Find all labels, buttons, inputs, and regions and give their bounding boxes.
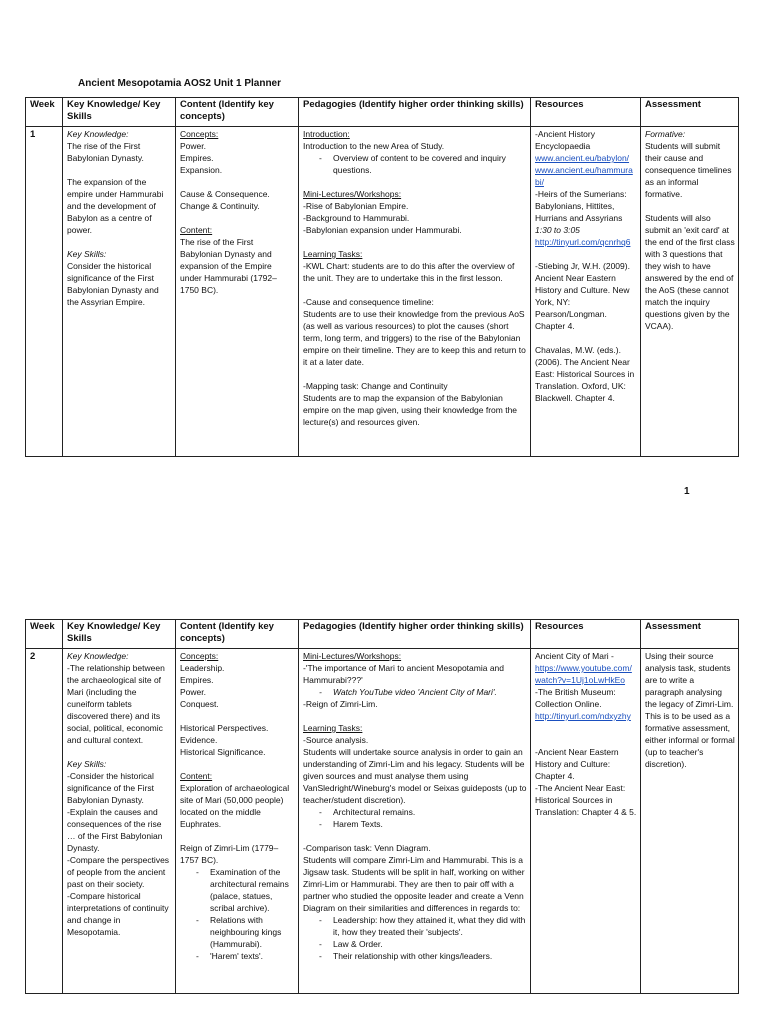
cell-text: Concepts: (180, 651, 219, 661)
header-pedagogies: Pedagogies (Identify higher order thinking skills) (299, 98, 531, 127)
bullet-text: Architectural remains. (333, 807, 416, 817)
cell-text: -Compare historical interpretations of continuity and change in Mesopotamia. (67, 891, 169, 937)
spacer (180, 212, 295, 224)
header-row (26, 98, 739, 127)
spacer (535, 722, 637, 734)
spacer (303, 236, 527, 248)
cell-text: Power. (180, 141, 206, 151)
bullet-text: Leadership: how they attained it, what they did with it, how they treated their 'subjects'. (333, 915, 526, 937)
spacer (303, 710, 527, 722)
cell-text: Leadership. (180, 663, 225, 673)
bullet-text: Their relationship with other kings/leaders. (333, 951, 493, 961)
cell-text: 1:30 to 3:05 (535, 225, 580, 235)
cell-text: -The relationship between the archaeological site of Mari (including the cuneiform tablets discovered there) and its social, political, economic and cultural context. (67, 663, 165, 745)
resource-link[interactable]: www.ancient.eu/hammurabi/ (535, 165, 633, 187)
cell-text: Historical Perspectives. (180, 723, 269, 733)
cell-text: -Babylonian expansion under Hammurabi. (303, 225, 462, 235)
cell-text: The rise of the First Babylonian Dynasty. (67, 141, 144, 163)
cell-text: Students will submit their cause and consequence timelines as an informal formative. (645, 141, 732, 199)
page-number: 1 (684, 486, 690, 497)
week-row (26, 649, 739, 994)
cell-text: Conquest. (180, 699, 219, 709)
cell-text: -Background to Hammurabi. (303, 213, 410, 223)
resources-cell (531, 649, 641, 994)
cell-text: Students will undertake source analysis in order to gain an understanding of Zimri-Lim and his legacy. Students will be given sources and must analyse them using VanSledright/Wineburg's model or Seixas guideposts (up to teacher/student discretion). (303, 747, 527, 805)
cell-text: -The Ancient Near East: Historical Sources in Translation: Chapter 4 & 5. (535, 783, 637, 817)
resource-link[interactable]: https://www.youtube.com/watch?v=1Uj1oLwHkEo (535, 663, 632, 685)
cell-text: -'The importance of Mari to ancient Mesopotamia and Hammurabi???' (303, 663, 504, 685)
key-knowledge-cell (63, 127, 176, 457)
cell-text: Students will also submit an 'exit card' at the end of the first class with 3 questions that they wish to have answered by the end of the AoS (these cannot match the inquiry questions given by the VCAA). (645, 213, 735, 331)
spacer (303, 284, 527, 296)
dash-bullet-icon: - (319, 939, 322, 949)
week-number: 1 (30, 129, 36, 140)
spacer (303, 368, 527, 380)
bullet-item (180, 950, 295, 962)
cell-text: -The British Museum: Collection Online. (535, 687, 616, 709)
cell-text: Cause & Consequence. (180, 189, 270, 199)
bullet-item (303, 686, 527, 698)
cell-text: -KWL Chart: students are to do this after the overview of the unit. They are to undertake this in the first lesson. (303, 261, 515, 283)
cell-text: Historical Significance. (180, 747, 266, 757)
header-key-knowledge: Key Knowledge/ Key Skills (63, 98, 176, 127)
cell-text: Chavalas, M.W. (eds.). (2006). The Ancient Near East: Historical Sources in Translation. Oxford, UK: Blackwell. Chapter 4. (535, 345, 635, 403)
cell-text: -Reign of Zimri-Lim. (303, 699, 378, 709)
header-row (26, 620, 739, 649)
cell-text: Expansion. (180, 165, 223, 175)
header-pedagogies: Pedagogies (Identify higher order thinking skills) (299, 620, 531, 649)
resource-link[interactable]: http://tinyurl.com/qcnrhq6 (535, 237, 631, 247)
cell-text: Content: (180, 225, 213, 235)
cell-text: Ancient City of Mari - (535, 651, 614, 661)
header-week: Week (26, 98, 63, 127)
assessment-cell (641, 127, 739, 457)
spacer (180, 830, 295, 842)
dash-bullet-icon: - (196, 867, 199, 877)
header-week: Week (26, 620, 63, 649)
header-content: Content (Identify key concepts) (176, 620, 299, 649)
bullet-item (303, 914, 527, 938)
week-number: 2 (30, 651, 36, 662)
cell-text: -Cause and consequence timeline: (303, 297, 434, 307)
bullet-item (180, 914, 295, 950)
cell-text: -Rise of Babylonian Empire. (303, 201, 409, 211)
cell-text: -Consider the historical significance of the First Babylonian Dynasty. (67, 771, 154, 805)
cell-text: Students are to use their knowledge from the previous AoS (as well as various resources) to plot the causes (short term, long term, and triggers) to the rise of the Babylonian empire on their timeline. They are to keep this and return to it at a later date. (303, 309, 526, 367)
dash-bullet-icon: - (319, 951, 322, 961)
bullet-text: 'Harem' texts'. (210, 951, 264, 961)
cell-text: Students will compare Zimri-Lim and Hammurabi. This is a Jigsaw task. Students will be split in half, working on wither Zimri-Lim or Hammurabi. They are then to pair off with a partner who studied the opposite leader and create a Venn Diagram on their similarities and differences in regards to: (303, 855, 525, 913)
bullet-item (180, 866, 295, 914)
spacer (535, 248, 637, 260)
cell-text: Content: (180, 771, 213, 781)
content-cell (176, 127, 299, 457)
dash-bullet-icon: - (319, 915, 322, 925)
pedagogies-cell (299, 649, 531, 994)
week-number-cell (26, 649, 63, 994)
cell-text: Learning Tasks: (303, 249, 363, 259)
bullet-text: Overview of content to be covered and inquiry questions. (333, 153, 506, 175)
content-cell (176, 649, 299, 994)
cell-text: Key Knowledge: (67, 651, 129, 661)
header-content: Content (Identify key concepts) (176, 98, 299, 127)
bullet-item (303, 152, 527, 176)
header-resources: Resources (531, 620, 641, 649)
cell-text: -Compare the perspectives of people from the ancient past on their society. (67, 855, 170, 889)
cell-text: Students are to map the expansion of the Babylonian empire on the map given, using their knowledge from the lecture(s) and resources given. (303, 393, 518, 427)
cell-text: Using their source analysis task, students are to write a paragraph analysing the legacy of Zimri-Lim. This is to be used as a formative assessment, either informal or formal (up to teacher's discretion). (645, 651, 735, 769)
cell-text: -Comparison task: Venn Diagram. (303, 843, 431, 853)
dash-bullet-icon: - (196, 951, 199, 961)
spacer (67, 164, 172, 176)
week-number-cell (26, 127, 63, 457)
cell-text: -Mapping task: Change and Continuity (303, 381, 448, 391)
cell-text: -Source analysis. (303, 735, 369, 745)
bullet-item (303, 806, 527, 818)
cell-text: Change & Continuity. (180, 201, 260, 211)
bullet-text: Examination of the architectural remains (palace, statues, scribal archive). (210, 867, 289, 913)
cell-text: Key Skills: (67, 759, 107, 769)
header-assessment: Assessment (641, 620, 739, 649)
bullet-text: Relations with neighbouring kings (Hammurabi). (210, 915, 282, 949)
cell-text: Consider the historical significance of the First Babylonian Dynasty and the Assyrian Empire. (67, 261, 159, 307)
bullet-text: Law & Order. (333, 939, 383, 949)
key-knowledge-cell (63, 649, 176, 994)
spacer (180, 176, 295, 188)
spacer (645, 200, 735, 212)
header-resources: Resources (531, 98, 641, 127)
bullet-item (303, 950, 527, 962)
header-key-knowledge: Key Knowledge/ Key Skills (63, 620, 176, 649)
cell-text: Key Skills: (67, 249, 107, 259)
cell-text: The rise of the First Babylonian Dynasty and expansion of the Empire under Hammurabi (1792–1750 BC). (180, 237, 277, 295)
cell-text: -Ancient Near Eastern History and Culture: Chapter 4. (535, 747, 619, 781)
bullet-item (303, 938, 527, 950)
bullet-text: Watch YouTube video 'Ancient City of Mari'. (333, 687, 497, 697)
header-assessment: Assessment (641, 98, 739, 127)
cell-text: Formative: (645, 129, 686, 139)
dash-bullet-icon: - (319, 687, 322, 697)
cell-text: -Heirs of the Sumerians: Babylonians, Hittites, Hurrians and Assyrians (535, 189, 627, 223)
dash-bullet-icon: - (196, 915, 199, 925)
planner-table-week-2 (25, 619, 739, 994)
resource-link[interactable]: http://tinyurl.com/ndxyzhy (535, 711, 631, 721)
cell-text: Exploration of archaeological site of Mari (50,000 people) located on the middle Euphrates. (180, 783, 290, 829)
bullet-text: Harem Texts. (333, 819, 383, 829)
spacer (180, 710, 295, 722)
document-title: Ancient Mesopotamia AOS2 Unit 1 Planner (78, 78, 282, 89)
dash-bullet-icon: - (319, 819, 322, 829)
dash-bullet-icon: - (319, 807, 322, 817)
pedagogies-cell (299, 127, 531, 457)
spacer (535, 734, 637, 746)
resources-cell (531, 127, 641, 457)
cell-text: Evidence. (180, 735, 218, 745)
cell-text: Introduction to the new Area of Study. (303, 141, 445, 151)
spacer (67, 236, 172, 248)
cell-text: Introduction: (303, 129, 350, 139)
cell-text: Concepts: (180, 129, 219, 139)
assessment-cell (641, 649, 739, 994)
spacer (535, 332, 637, 344)
cell-text: Mini-Lectures/Workshops: (303, 651, 402, 661)
spacer (303, 176, 527, 188)
cell-text: Key Knowledge: (67, 129, 129, 139)
cell-text: Power. (180, 687, 206, 697)
cell-text: -Stiebing Jr, W.H. (2009). Ancient Near Eastern History and Culture. New York, NY: Pearson/Longman. Chapter 4. (535, 261, 630, 331)
cell-text: -Ancient History Encyclopaedia (535, 129, 595, 151)
cell-text: -Explain the causes and consequences of the rise … of the First Babylonian Dynasty. (67, 807, 163, 853)
dash-bullet-icon: - (319, 153, 322, 163)
spacer (67, 746, 172, 758)
cell-text: Learning Tasks: (303, 723, 363, 733)
spacer (180, 758, 295, 770)
cell-text: Mini-Lectures/Workshops: (303, 189, 402, 199)
cell-text: The expansion of the empire under Hammurabi and the development of Babylon as a centre of power. (67, 177, 164, 235)
resource-link[interactable]: www.ancient.eu/babylon/ (535, 153, 630, 163)
planner-table-week-1 (25, 97, 739, 457)
spacer (303, 830, 527, 842)
week-row (26, 127, 739, 457)
cell-text: Empires. (180, 153, 214, 163)
cell-text: Empires. (180, 675, 214, 685)
cell-text: Reign of Zimri-Lim (1779–1757 BC). (180, 843, 279, 865)
bullet-item (303, 818, 527, 830)
